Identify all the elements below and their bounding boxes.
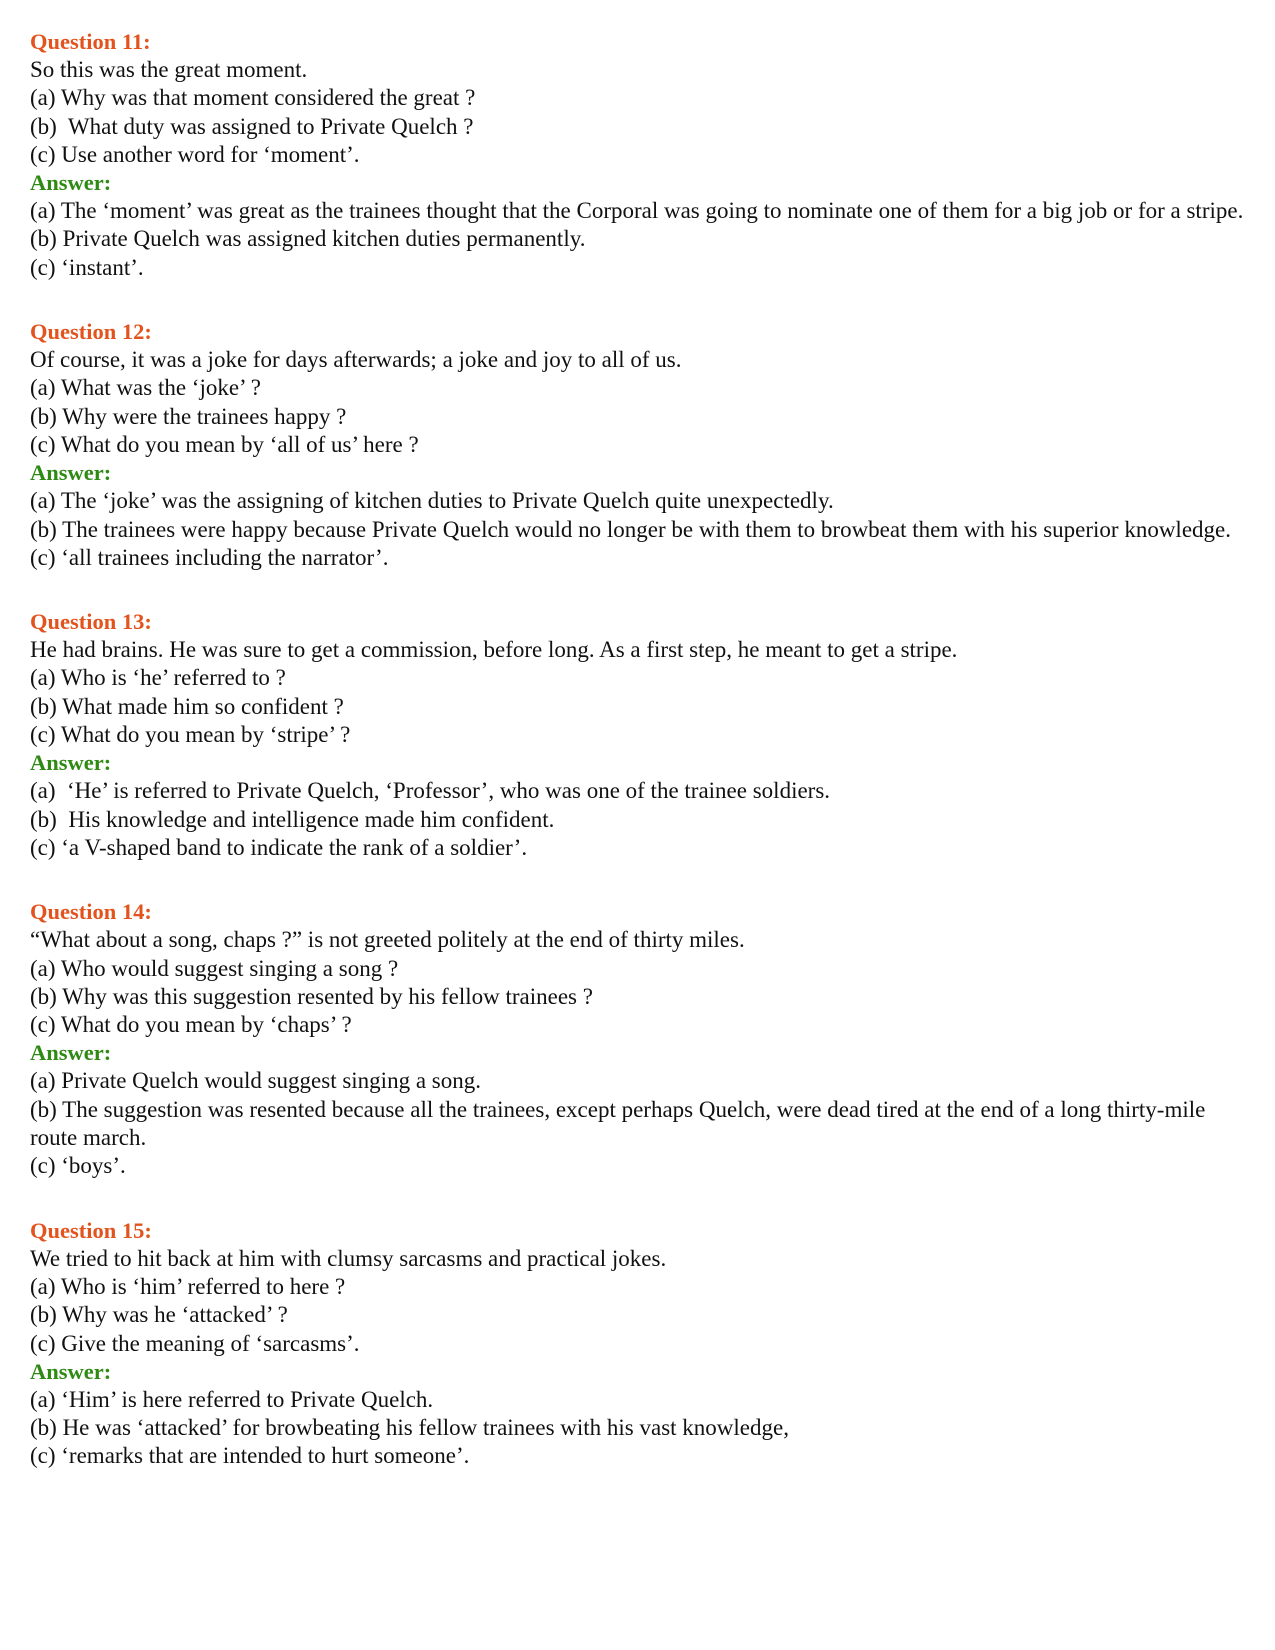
document-page bbox=[30, 28, 1255, 1471]
question-part-b: (b) Why were the trainees happy ? bbox=[30, 403, 347, 429]
answer-c: (c) ‘a V-shaped band to indicate the rank of a soldier’. bbox=[30, 834, 528, 860]
answer-c: (c) ‘boys’. bbox=[30, 1153, 126, 1179]
answer-c: (c) ‘all trainees including the narrator’. bbox=[30, 544, 389, 570]
question-title: Question 15: bbox=[30, 1217, 152, 1243]
answer-label: Answer: bbox=[30, 460, 112, 486]
question-passage: “What about a song, chaps ?” is not greeted politely at the end of thirty miles. bbox=[30, 927, 745, 953]
question-part-c: (c) Use another word for ‘moment’. bbox=[30, 141, 360, 167]
question-part-a: (a) Why was that moment considered the great ? bbox=[30, 85, 476, 111]
question-passage: We tried to hit back at him with clumsy sarcasms and practical jokes. bbox=[30, 1245, 667, 1271]
answer-c: (c) ‘remarks that are intended to hurt someone’. bbox=[30, 1443, 470, 1469]
answer-label: Answer: bbox=[30, 1040, 112, 1066]
question-part-c: (c) What do you mean by ‘chaps’ ? bbox=[30, 1012, 352, 1038]
question-block-15 bbox=[30, 1217, 1255, 1471]
answer-b: (b) He was ‘attacked’ for browbeating his fellow trainees with his vast knowledge, bbox=[30, 1415, 789, 1441]
answer-c: (c) ‘instant’. bbox=[30, 254, 144, 280]
question-part-b: (b) Why was he ‘attacked’ ? bbox=[30, 1302, 288, 1328]
question-part-c: (c) Give the meaning of ‘sarcasms’. bbox=[30, 1330, 360, 1356]
question-passage: He had brains. He was sure to get a commission, before long. As a first step, he meant to get a stripe. bbox=[30, 637, 958, 663]
question-part-a: (a) What was the ‘joke’ ? bbox=[30, 375, 261, 401]
question-part-b: (b) What made him so confident ? bbox=[30, 693, 344, 719]
answer-b: (b) His knowledge and intelligence made him confident. bbox=[30, 806, 555, 832]
question-title: Question 12: bbox=[30, 319, 152, 345]
answer-a: (a) The ‘moment’ was great as the trainees thought that the Corporal was going to nominate one of them for a big job or for a stripe. bbox=[30, 198, 1244, 224]
question-part-a: (a) Who is ‘he’ referred to ? bbox=[30, 665, 286, 691]
answer-b: (b) Private Quelch was assigned kitchen duties permanently. bbox=[30, 226, 586, 252]
answer-a: (a) ‘He’ is referred to Private Quelch, ‘Professor’, who was one of the trainee soldiers. bbox=[30, 778, 831, 804]
question-part-a: (a) Who would suggest singing a song ? bbox=[30, 955, 399, 981]
question-part-b: (b) Why was this suggestion resented by his fellow trainees ? bbox=[30, 983, 593, 1009]
answer-b: (b) The trainees were happy because Private Quelch would no longer be with them to browbeat them with his superior knowledge. bbox=[30, 516, 1231, 542]
question-part-b: (b) What duty was assigned to Private Quelch ? bbox=[30, 113, 474, 139]
question-block-14 bbox=[30, 898, 1255, 1180]
answer-b: (b) The suggestion was resented because all the trainees, except perhaps Quelch, were dead tired at the end of a long thirty-mile route march. bbox=[30, 1096, 1212, 1151]
answer-a: (a) Private Quelch would suggest singing a song. bbox=[30, 1068, 481, 1094]
answer-label: Answer: bbox=[30, 750, 112, 776]
question-passage: So this was the great moment. bbox=[30, 57, 308, 82]
question-part-c: (c) What do you mean by ‘all of us’ here ? bbox=[30, 431, 419, 457]
question-block-12 bbox=[30, 318, 1255, 572]
question-block-11 bbox=[30, 28, 1255, 282]
question-title: Question 13: bbox=[30, 609, 152, 635]
question-title: Question 14: bbox=[30, 899, 152, 925]
question-title: Question 11: bbox=[30, 29, 151, 54]
question-part-a: (a) Who is ‘him’ referred to here ? bbox=[30, 1273, 346, 1299]
answer-a: (a) The ‘joke’ was the assigning of kitchen duties to Private Quelch quite unexpectedly. bbox=[30, 488, 834, 514]
question-part-c: (c) What do you mean by ‘stripe’ ? bbox=[30, 722, 351, 748]
answer-a: (a) ‘Him’ is here referred to Private Quelch. bbox=[30, 1386, 434, 1412]
question-passage: Of course, it was a joke for days afterwards; a joke and joy to all of us. bbox=[30, 347, 682, 373]
answer-label: Answer: bbox=[30, 1358, 112, 1384]
question-block-13 bbox=[30, 608, 1255, 862]
answer-label: Answer: bbox=[30, 170, 112, 196]
